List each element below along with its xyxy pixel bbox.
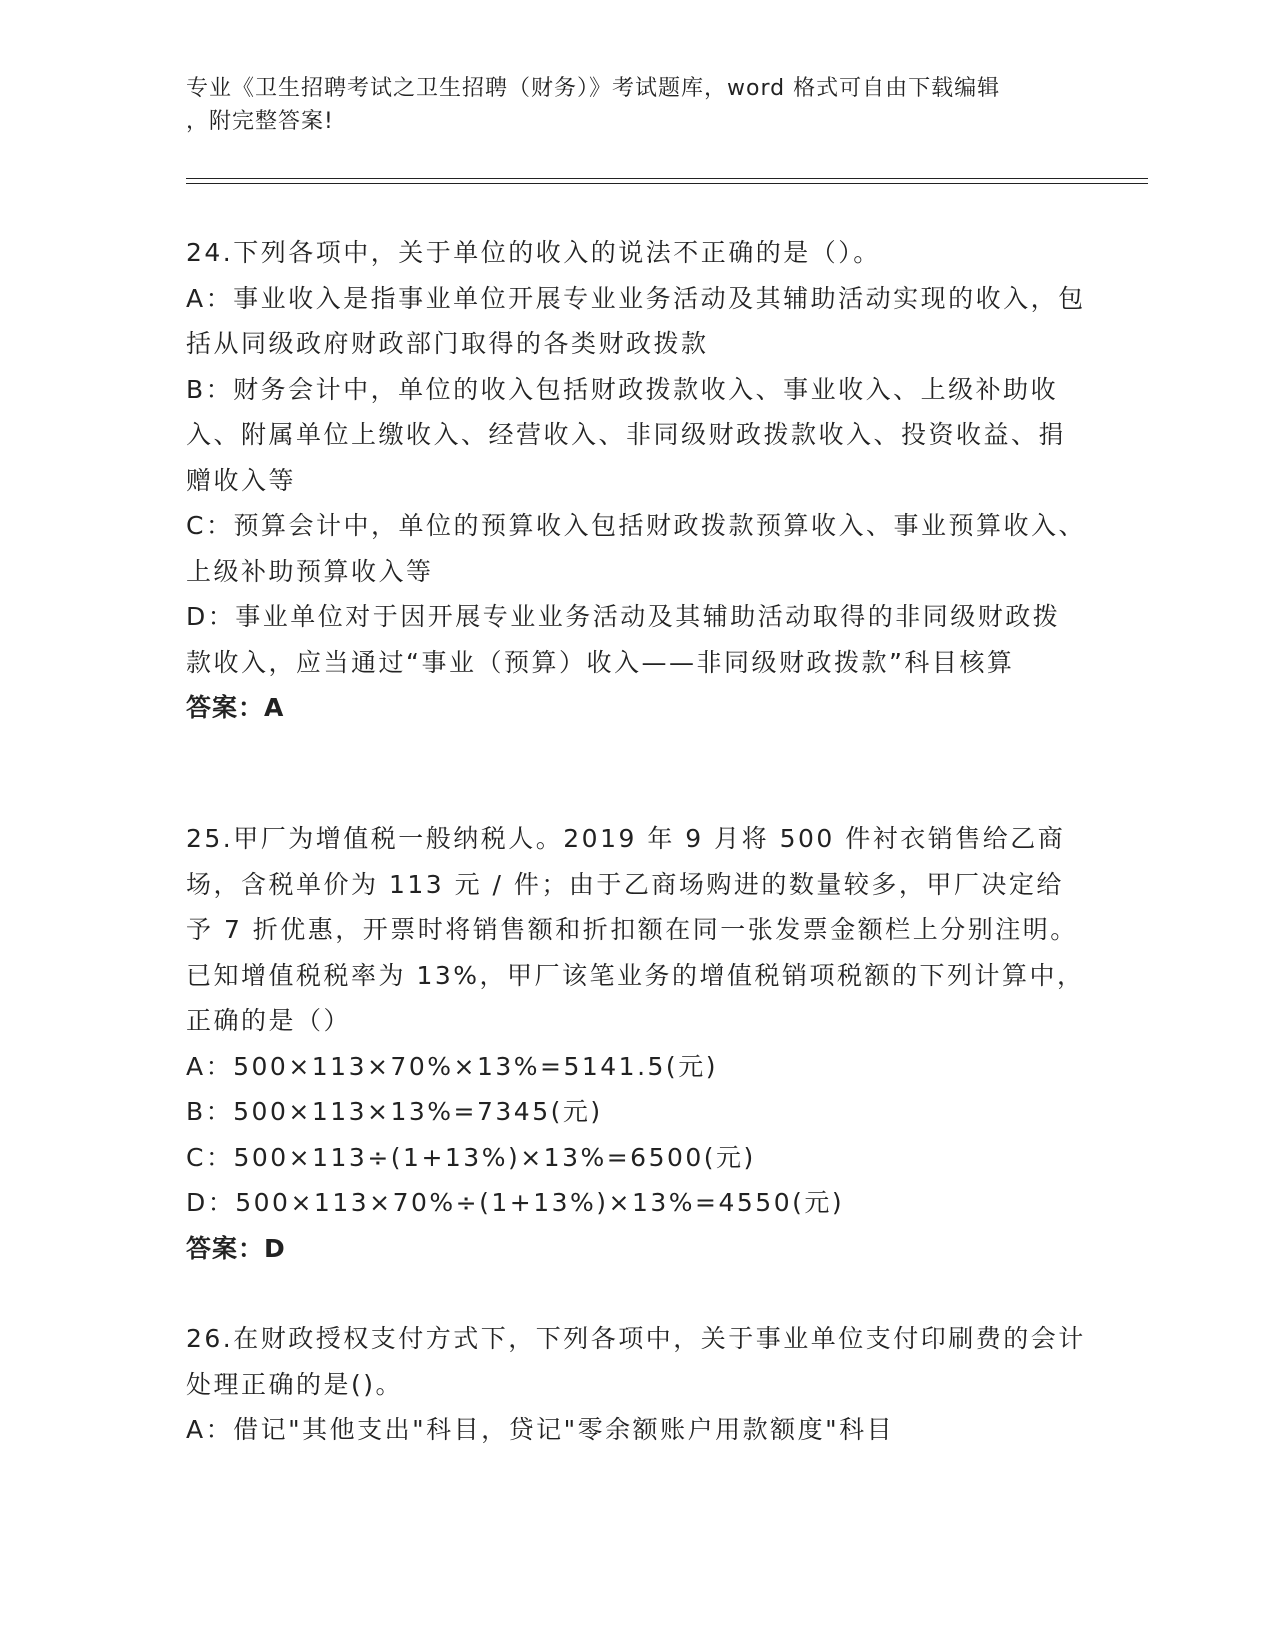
- question-24: [186, 230, 1086, 731]
- option-d: D：500×113×70%÷(1+13%)×13%=4550(元): [186, 1188, 845, 1217]
- document-header: [186, 72, 1086, 138]
- header-line-1: 专业《卫生招聘考试之卫生招聘（财务）》考试题库，word 格式可自由下载编辑: [186, 76, 1001, 101]
- question-26: [186, 1316, 1086, 1453]
- answer: 答案：D: [186, 1233, 286, 1263]
- option-c: C：预算会计中，单位的预算收入包括财政拨款预算收入、事业预算收入、上级补助预算收入等: [186, 511, 1086, 586]
- answer: 答案：A: [186, 693, 285, 722]
- option-b: B：财务会计中，单位的收入包括财政拨款收入、事业收入、上级补助收入、附属单位上缴收入、经营收入、非同级财政拨款收入、投资收益、捐赠收入等: [186, 374, 1067, 495]
- question-25: [186, 816, 1086, 1271]
- option-d: D：事业单位对于因开展专业业务活动及其辅助活动取得的非同级财政拨款收入，应当通过“事业（预算）收入——非同级财政拨款”科目核算: [186, 602, 1061, 677]
- question-stem: 26.在财政授权支付方式下，下列各项中，关于事业单位支付印刷费的会计处理正确的是()。: [186, 1324, 1086, 1399]
- header-divider-bottom: [186, 183, 1148, 184]
- header-line-2: ，附完整答案!: [186, 109, 334, 134]
- question-stem: 25.甲厂为增值税一般纳税人。2019 年 9 月将 500 件衬衣销售给乙商场，含税单价为 113 元 / 件；由于乙商场购进的数量较多，甲厂决定给予 7 折优惠，开票时将销售额和折扣额在同一张发票金额栏上分别注明。已知增值税税率为 13%，甲厂该笔业务的增值税销项税额的下列计算中，正确的是（）: [186, 824, 1085, 1035]
- option-a: A：500×113×70%×13%=5141.5(元): [186, 1051, 718, 1081]
- question-stem: 24.下列各项中，关于单位的收入的说法不正确的是（）。: [186, 238, 881, 267]
- option-a: A：借记"其他支出"科目，贷记"零余额账户用款额度"科目: [186, 1415, 895, 1444]
- option-a: A：事业收入是指事业单位开展专业业务活动及其辅助活动实现的收入，包括从同级政府财政部门取得的各类财政拨款: [186, 283, 1086, 358]
- option-c: C：500×113÷(1+13%)×13%=6500(元): [186, 1142, 756, 1172]
- option-b: B：500×113×13%=7345(元): [186, 1097, 603, 1126]
- header-divider-top: [186, 178, 1148, 179]
